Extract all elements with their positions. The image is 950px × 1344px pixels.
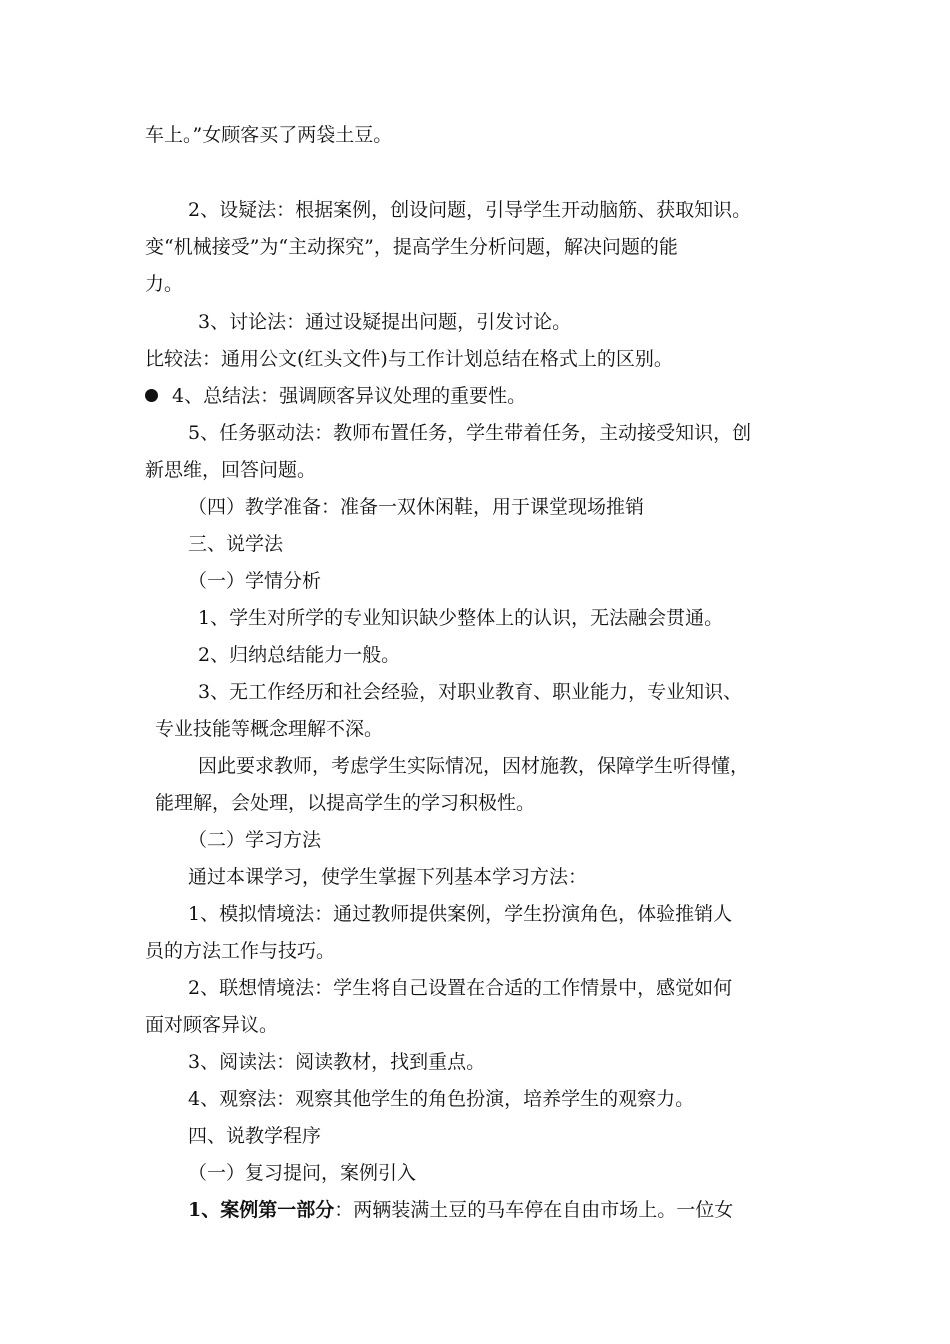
- paragraph-line: （四）教学准备：准备一双休闲鞋，用于课堂现场推销: [188, 496, 645, 518]
- paragraph-line: [188, 1192, 733, 1229]
- paragraph-line: 新思维，回答问题。: [145, 459, 317, 481]
- paragraph-line: 力。: [145, 273, 184, 295]
- paragraph-line: 专业技能等概念理解不深。: [155, 718, 384, 740]
- paragraph-line: 1、学生对所学的专业知识缺少整体上的认识，无法融会贯通。: [198, 607, 724, 629]
- paragraph-line: 变“机械接受”为“主动探究”，提高学生分析问题，解决问题的能: [145, 236, 678, 258]
- paragraph-line: 面对顾客异议。: [145, 1014, 279, 1036]
- paragraph-line: 能理解，会处理，以提高学生的学习积极性。: [155, 792, 536, 814]
- paragraph-line: 车上。”女顾客买了两袋土豆。: [145, 124, 393, 146]
- paragraph-line: 3、无工作经历和社会经验，对职业教育、职业能力，专业知识、: [198, 681, 743, 703]
- subsection-heading: （二）学习方法: [188, 829, 322, 851]
- subsection-heading: （一）复习提问，案例引入: [188, 1162, 417, 1184]
- paragraph-line: 通过本课学习，使学生掌握下列基本学习方法：: [188, 866, 588, 888]
- paragraph-line: 比较法：通用公文(红头文件)与工作计划总结在格式上的区别。: [145, 348, 673, 370]
- bullet-dot-icon: [145, 389, 158, 402]
- paragraph-line: 3、阅读法：阅读教材，找到重点。: [188, 1051, 486, 1073]
- case-text: ：两辆装满土豆的马车停在自由市场上。一位女: [334, 1199, 734, 1221]
- paragraph-line: 2、设疑法：根据案例，创设问题，引导学生开动脑筋、获取知识。: [188, 199, 752, 221]
- paragraph-line: 5、任务驱动法：教师布置任务，学生带着任务，主动接受知识，创: [188, 422, 752, 444]
- paragraph-line: 1、模拟情境法：通过教师提供案例，学生扮演角色，体验推销人: [188, 903, 733, 925]
- paragraph-line: 2、联想情境法：学生将自己设置在合适的工作情景中，感觉如何: [188, 977, 733, 999]
- subsection-heading: （一）学情分析: [188, 570, 322, 592]
- paragraph-line: 3、讨论法：通过设疑提出问题，引发讨论。: [198, 311, 572, 333]
- paragraph-line: 2、归纳总结能力一般。: [198, 644, 401, 666]
- paragraph-line: 因此要求教师，考虑学生实际情况，因材施教，保障学生听得懂，: [198, 755, 750, 777]
- section-heading: 四、说教学程序: [188, 1125, 322, 1147]
- bullet-item: [145, 378, 526, 415]
- bullet-text: 4、总结法：强调顾客异议处理的重要性。: [172, 385, 527, 407]
- case-label: 1、案例第一部分: [188, 1199, 335, 1221]
- section-heading: 三、说学法: [188, 533, 284, 555]
- paragraph-line: 4、观察法：观察其他学生的角色扮演，培养学生的观察力。: [188, 1088, 695, 1110]
- paragraph-line: 员的方法工作与技巧。: [145, 940, 336, 962]
